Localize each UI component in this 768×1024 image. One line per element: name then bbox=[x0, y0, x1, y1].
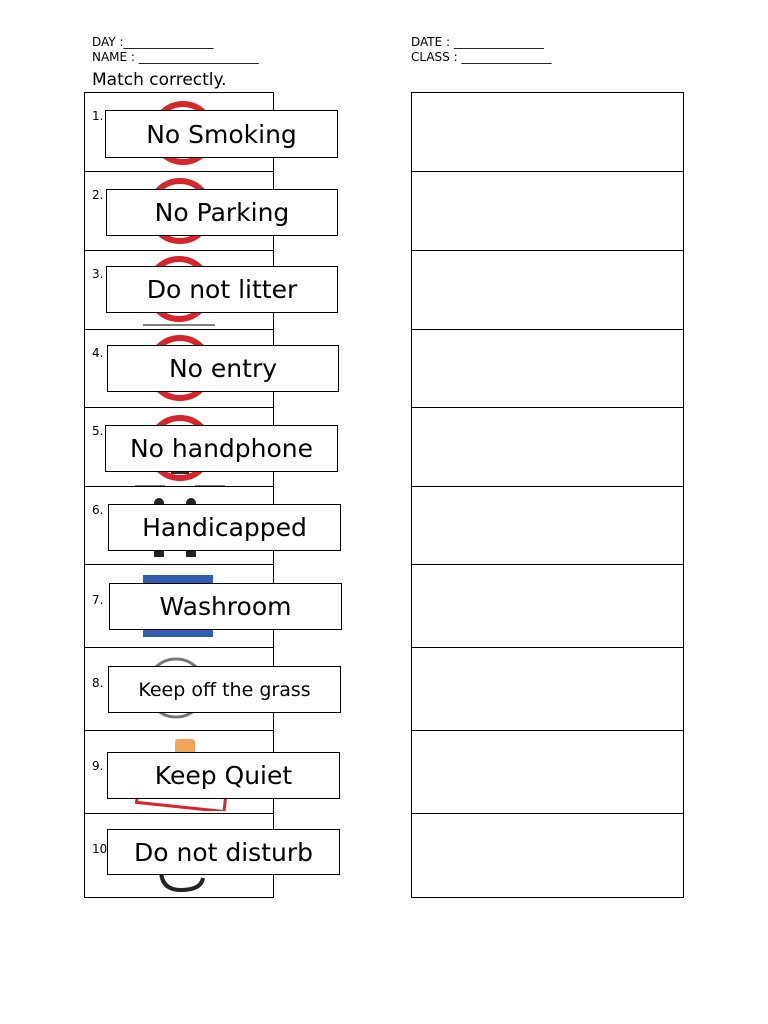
item-number: 8. bbox=[92, 676, 104, 690]
instruction-title: Match correctly. bbox=[92, 70, 227, 90]
item-number: 6. bbox=[92, 503, 104, 517]
label-card[interactable]: Keep off the grass bbox=[108, 666, 341, 713]
label-card[interactable]: No Smoking bbox=[105, 110, 338, 158]
label-card[interactable]: Do not disturb bbox=[107, 829, 340, 875]
item-number: 9. bbox=[92, 759, 104, 773]
name-field[interactable]: NAME : ____________________ bbox=[92, 50, 259, 64]
label-card[interactable]: Handicapped bbox=[108, 504, 341, 551]
item-number: 2. bbox=[92, 188, 104, 202]
answer-box[interactable] bbox=[411, 730, 684, 814]
class-field[interactable]: CLASS : _______________ bbox=[411, 50, 552, 64]
answer-box[interactable] bbox=[411, 329, 684, 408]
answer-box[interactable] bbox=[411, 647, 684, 731]
item-number: 1. bbox=[92, 109, 104, 123]
item-number: 7. bbox=[92, 593, 104, 607]
answer-box[interactable] bbox=[411, 92, 684, 172]
label-card[interactable]: No entry bbox=[107, 345, 339, 392]
day-field[interactable]: DAY :_______________ bbox=[92, 35, 214, 49]
label-card[interactable]: Washroom bbox=[109, 583, 342, 630]
answer-box[interactable] bbox=[411, 407, 684, 487]
answer-box[interactable] bbox=[411, 813, 684, 898]
label-card[interactable]: Keep Quiet bbox=[107, 752, 340, 799]
answer-box[interactable] bbox=[411, 250, 684, 330]
answer-box[interactable] bbox=[411, 486, 684, 565]
answer-box[interactable] bbox=[411, 171, 684, 251]
item-number: 3. bbox=[92, 267, 104, 281]
label-card[interactable]: No Parking bbox=[106, 189, 338, 236]
item-number: 4. bbox=[92, 346, 104, 360]
date-field[interactable]: DATE : _______________ bbox=[411, 35, 544, 49]
label-card[interactable]: No handphone bbox=[105, 425, 338, 472]
item-number: 5. bbox=[92, 424, 104, 438]
label-card[interactable]: Do not litter bbox=[106, 266, 338, 313]
answer-box[interactable] bbox=[411, 564, 684, 648]
answer-column bbox=[411, 92, 684, 898]
item-number: 10 bbox=[92, 842, 108, 856]
